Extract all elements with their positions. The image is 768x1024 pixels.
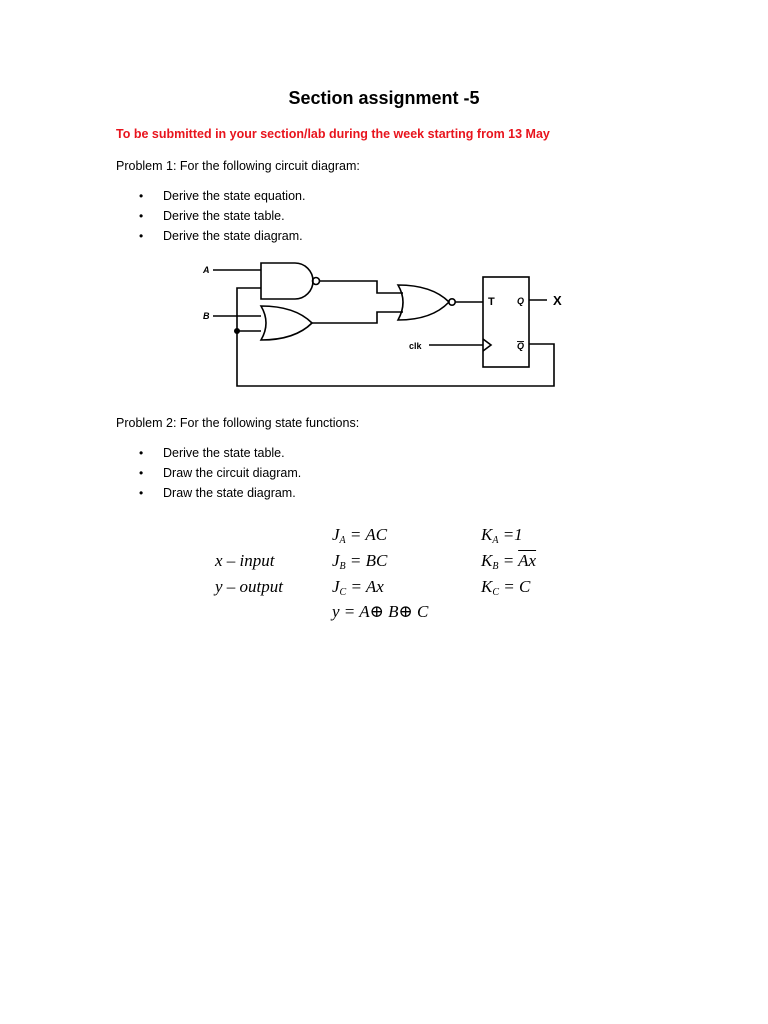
page-title: Section assignment -5 — [288, 88, 480, 108]
jb-equation: $J_B$ = BC — [332, 551, 388, 572]
bullet-icon: • — [139, 486, 144, 500]
list-item: • Derive the state table. — [139, 206, 305, 226]
circuit-diagram — [195, 255, 575, 395]
junction-dot — [235, 329, 239, 333]
bullet-icon: • — [139, 446, 144, 460]
jc-equation: $J_C = Ax$ — [332, 577, 384, 598]
bullet-icon: • — [139, 209, 144, 223]
ka-equation: $K_A =1$ — [481, 525, 523, 546]
submission-deadline: To be submitted in your section/lab during the week starting from 13 May — [116, 127, 550, 141]
t-flipflop — [483, 277, 529, 367]
label-qbar: Q — [517, 341, 525, 351]
label-q: Q — [517, 296, 525, 306]
problem-2-heading: Problem 2: For the following state functions: — [116, 416, 360, 430]
problem-2-list — [139, 443, 301, 503]
nor-gate — [398, 285, 449, 320]
label-x: X — [553, 293, 562, 308]
label-t: T — [488, 296, 495, 308]
label-clk: clk — [409, 341, 422, 351]
list-item: • Draw the state diagram. — [139, 483, 301, 503]
problem-1-heading: Problem 1: For the following circuit diagram: — [116, 159, 360, 173]
x-input-label: x – input — [215, 551, 275, 570]
nand-gate — [261, 263, 313, 299]
label-b: B — [203, 311, 210, 321]
clock-triangle — [483, 339, 491, 351]
bullet-icon: • — [139, 466, 144, 480]
wire-nand-out — [320, 281, 403, 293]
kb-equation: $K_B = \overline{Ax}$ — [481, 551, 537, 572]
list-item: • Derive the state diagram. — [139, 226, 305, 246]
y-output-label: y – output — [215, 577, 283, 596]
y-equation: y = A⊕ B⊕ C — [332, 602, 429, 621]
kc-equation: $K_C = C$ — [481, 577, 531, 598]
ja-equation: $J_A$ = AC — [332, 525, 388, 546]
bullet-icon: • — [139, 229, 144, 243]
list-item: • Draw the circuit diagram. — [139, 463, 301, 483]
problem-1-list — [139, 186, 305, 246]
or-gate — [261, 306, 312, 340]
list-item: • Derive the state equation. — [139, 186, 305, 206]
wire-or-out — [312, 312, 403, 323]
list-item: • Derive the state table. — [139, 443, 301, 463]
label-a: A — [203, 265, 210, 275]
bullet-icon: • — [139, 189, 144, 203]
